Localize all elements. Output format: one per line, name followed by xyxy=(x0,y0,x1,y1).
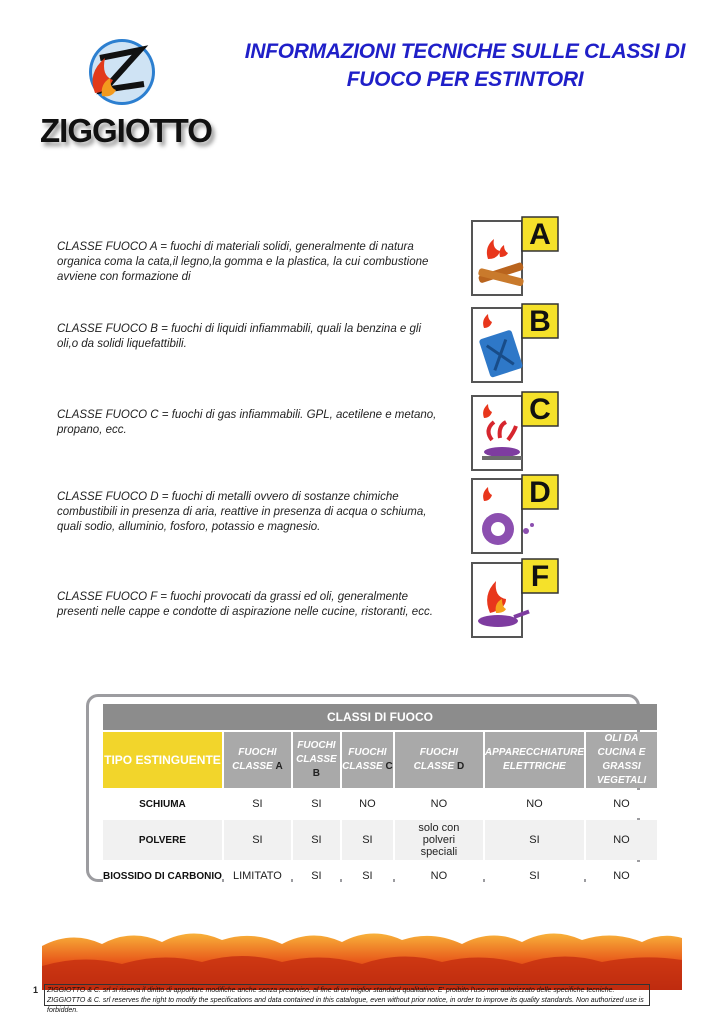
class-f-pictogram xyxy=(470,557,560,641)
table-cell: NO xyxy=(586,820,657,860)
title-line-2: FUOCO PER ESTINTORI xyxy=(346,68,584,91)
col-header-c: FUOCHI CLASSE C xyxy=(342,732,393,788)
table-cell: NO xyxy=(395,790,483,818)
table-row xyxy=(103,820,657,860)
class-a-letter: A xyxy=(529,218,551,251)
class-b-description: CLASSE FUOCO B = fuochi di liquidi infiammabili, quali la benzina e gli oli,o da solidi liquefattibili. xyxy=(57,323,422,350)
footer-line-english: ZIGGIOTTO & C. srl reserves the right to modify the specifications and data contained in this catalogue, even without prior notice, in order to improve its quality standards. Non authorized use is forbidden. xyxy=(47,997,644,1014)
table-cell: SI xyxy=(224,790,291,818)
col-header-d: FUOCHI CLASSE D xyxy=(395,732,483,788)
class-d-letter: D xyxy=(529,476,551,509)
table-cell: SI xyxy=(293,790,340,818)
table-cell: SI xyxy=(342,820,393,860)
table-cell: SI xyxy=(224,820,291,860)
table-row xyxy=(103,862,657,890)
table-top-header: CLASSI DI FUOCO xyxy=(103,704,657,730)
class-c-pictogram xyxy=(470,390,560,474)
table-cell: solo con polveri speciali xyxy=(395,820,483,860)
table-cell: NO xyxy=(485,790,584,818)
table-cell: SI xyxy=(342,862,393,890)
footer-line-italian: ZIGGIOTTO & C. srl si riserva il diritto di apportare modifiche anche senza preavviso, al fine di un miglior standard qualitativo. E' proibito l'uso non autorizzato delle specifiche tecniche. xyxy=(47,987,615,994)
table-cell: NO xyxy=(342,790,393,818)
table-cell: NO xyxy=(586,790,657,818)
flames-banner xyxy=(42,926,682,990)
table-cell: SI xyxy=(293,862,340,890)
class-c-letter: C xyxy=(529,393,551,426)
class-d-pictogram xyxy=(470,473,560,557)
class-a-description: CLASSE FUOCO A = fuochi di materiali solidi, generalmente di natura organica coma la cata,il legno,la gomma e la plastica, la cui combustione avviene con formazione di xyxy=(57,241,429,283)
footer-disclaimer xyxy=(44,984,650,1014)
extinguisher-table xyxy=(101,702,659,892)
row-label-polvere: POLVERE xyxy=(103,820,222,860)
class-f-description: CLASSE FUOCO F = fuochi provocati da grassi ed oli, generalmente presenti nelle cappe e condotte di aspirazione nelle cucine, ristoranti, ecc. xyxy=(57,591,433,618)
logo-text: ZIGGIOTTO xyxy=(40,112,212,149)
col-header-elettriche: APPARECCHIATURE ELETTRICHE xyxy=(485,732,584,788)
table-cell: SI xyxy=(293,820,340,860)
col-header-a: FUOCHI CLASSE A xyxy=(224,732,291,788)
class-d-description: CLASSE FUOCO D = fuochi di metalli ovvero di sostanze chimiche combustibili in presenza di aria, reattive in presenza di acqua o schiuma, quali sodio, alluminio, fosforo, potassio e magnesio. xyxy=(57,491,427,533)
row-label-schiuma: SCHIUMA xyxy=(103,790,222,818)
table-cell: LIMITATO xyxy=(224,862,291,890)
class-b-letter: B xyxy=(529,305,551,338)
class-c-description: CLASSE FUOCO C = fuochi di gas infiammabili. GPL, acetilene e metano, propano, ecc. xyxy=(57,409,437,436)
tipo-estinguente-header: TIPO ESTINGUENTE xyxy=(103,732,222,788)
class-b-pictogram xyxy=(470,302,560,386)
class-f-letter: F xyxy=(530,560,550,593)
table-cell: NO xyxy=(586,862,657,890)
title-line-1: INFORMAZIONI TECNICHE SULLE CLASSI DI xyxy=(244,40,686,63)
class-a-pictogram xyxy=(470,215,560,299)
page-number: 1 xyxy=(33,985,39,995)
col-header-oli: OLI DA CUCINA E GRASSI VEGETALI xyxy=(586,732,657,788)
row-label-biossido: BIOSSIDO DI CARBONIO xyxy=(103,862,222,890)
table-cell: SI xyxy=(485,820,584,860)
table-cell: SI xyxy=(485,862,584,890)
table-row xyxy=(103,790,657,818)
table-cell: NO xyxy=(395,862,483,890)
col-header-b: FUOCHI CLASSE B xyxy=(293,732,340,788)
page-title xyxy=(230,38,700,94)
